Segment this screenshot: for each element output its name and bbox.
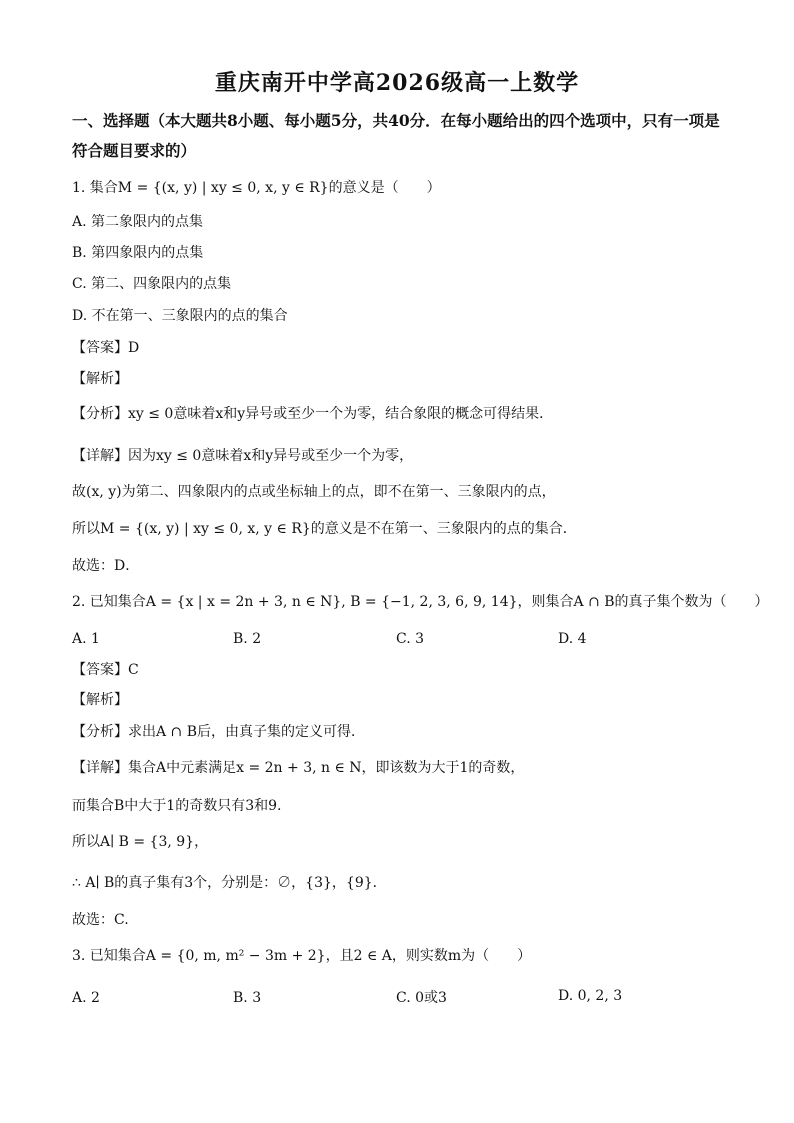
q1-detail-1: 【详解】因为xy ≤ 0意味着x和y异号或至少一个为零， bbox=[72, 448, 414, 464]
q2-detail-1: 【详解】集合A中元素满足x = 2n + 3, n ∈ N，即该数为大于1的奇数， bbox=[72, 760, 525, 776]
q1-detail-3: 所以M = {(x, y) | xy ≤ 0, x, y ∈ R}的意义是不在第一、三象限内的点的集合． bbox=[72, 521, 577, 537]
q2-option-a: A. 1 bbox=[72, 631, 100, 647]
q2-detail-4: ∴ A∣ B的真子集有3个，分别是：∅，{3}，{9}． bbox=[72, 875, 387, 891]
q2-stem: 2. 已知集合A = {x | x = 2n + 3, n ∈ N}, B = {−1, 2, 3, 6, 9, 14}，则集合A ∩ B的真子集个数为（ ） bbox=[72, 594, 769, 610]
q2-choice: 故选：C. bbox=[72, 912, 129, 928]
q2-option-c: C. 3 bbox=[396, 631, 425, 647]
q3-option-b: B. 3 bbox=[233, 990, 262, 1006]
q2-option-d: D. 4 bbox=[558, 631, 587, 647]
q1-choice: 故选：D． bbox=[72, 558, 140, 574]
q3-option-a: A. 2 bbox=[72, 990, 100, 1006]
q1-answer: 【答案】D bbox=[72, 340, 140, 356]
q1-analysis-label: 【解析】 bbox=[72, 371, 128, 387]
section-heading: 一、选择题（本大题共8小题、每小题5分，共40分．在每小题给出的四个选项中，只有一项是符合题目要求的） bbox=[72, 111, 720, 160]
q3-option-c: C. 0或3 bbox=[396, 990, 447, 1006]
q1-option-d: D. 不在第一、三象限内的点的集合 bbox=[72, 308, 288, 324]
page-title: 重庆南开中学高2026级高一上数学 bbox=[214, 70, 580, 96]
q1-stem: 1. 集合M = {(x, y) | xy ≤ 0, x, y ∈ R}的意义是（ ） bbox=[72, 180, 441, 196]
q2-fenxi: 【分析】求出A ∩ B后，由真子集的定义可得． bbox=[72, 724, 366, 740]
q2-analysis-label: 【解析】 bbox=[72, 692, 128, 708]
q1-option-a: A. 第二象限内的点集 bbox=[72, 214, 204, 230]
q1-detail-2: 故(x, y)为第二、四象限内的点或坐标轴上的点，即不在第一、三象限内的点， bbox=[72, 484, 556, 500]
q2-detail-3: 所以A∣ B = {3, 9}， bbox=[72, 834, 209, 850]
q3-option-d: D. 0, 2, 3 bbox=[558, 988, 623, 1004]
q3-stem: 3. 已知集合A = {0, m, m² − 3m + 2}，且2 ∈ A，则实数m为（ ） bbox=[72, 948, 532, 964]
q1-fenxi: 【分析】xy ≤ 0意味着x和y异号或至少一个为零，结合象限的概念可得结果． bbox=[72, 406, 554, 422]
q2-detail-2: 而集合B中大于1的奇数只有3和9. bbox=[72, 798, 282, 814]
q1-option-b: B. 第四象限内的点集 bbox=[72, 245, 204, 261]
q2-answer: 【答案】C bbox=[72, 662, 139, 678]
q2-option-b: B. 2 bbox=[233, 631, 262, 647]
q1-option-c: C. 第二、四象限内的点集 bbox=[72, 276, 232, 292]
